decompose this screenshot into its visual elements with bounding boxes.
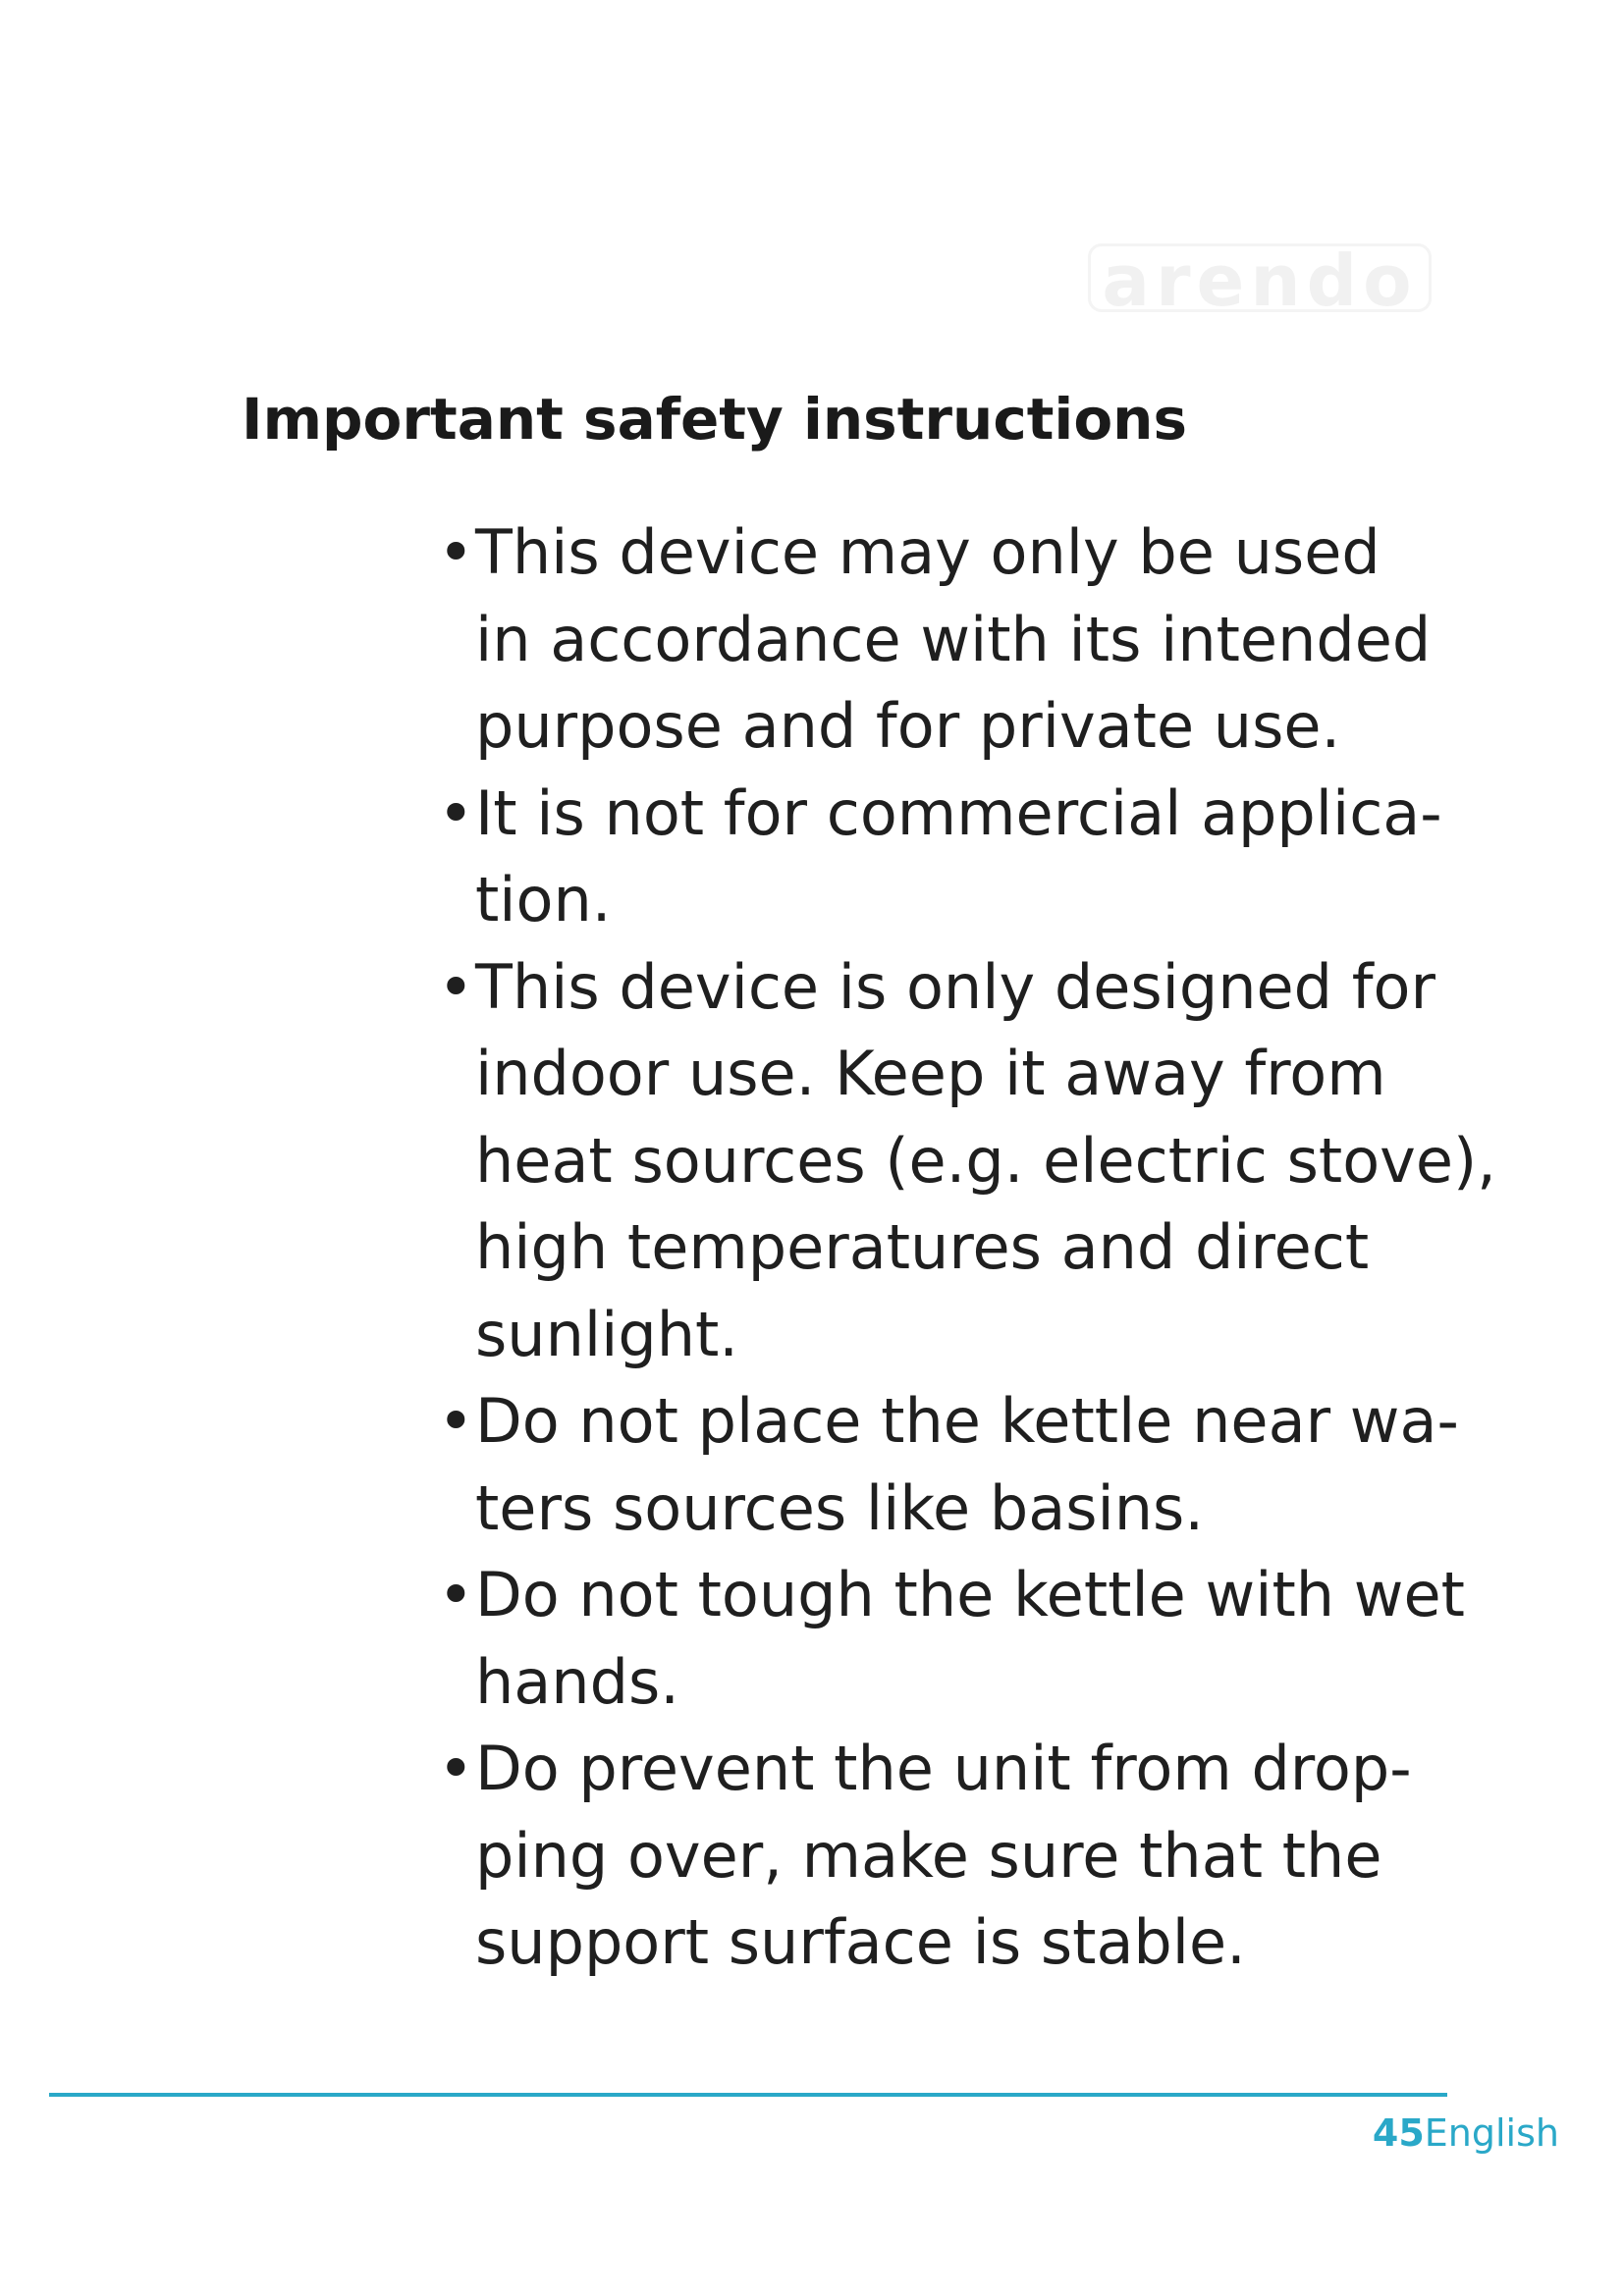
safety-instructions-list [438, 509, 1518, 1987]
list-item [438, 1726, 1518, 1987]
footer-language: English [1424, 2111, 1559, 2155]
list-item-line: purpose and for private use. [475, 690, 1341, 762]
list-item [438, 1552, 1518, 1726]
list-item [438, 1378, 1518, 1552]
list-item-line: ping over, make sure that the [475, 1819, 1382, 1892]
list-item [438, 944, 1518, 1379]
list-item [438, 771, 1518, 944]
brand-logo-watermark: arendo [1088, 243, 1432, 312]
page-footer [1373, 2109, 1559, 2158]
list-item-line: tion. [475, 864, 612, 935]
list-item-line: hands. [475, 1645, 679, 1718]
list-item-line: Do prevent the unit from drop- [475, 1733, 1412, 1804]
footer-divider [49, 2093, 1447, 2097]
bullet-icon: • [438, 516, 474, 588]
bullet-icon: • [438, 776, 474, 849]
list-item-line: This device may only be used [475, 516, 1380, 588]
list-item-line: This device is only designed for [475, 950, 1435, 1023]
page-title: Important safety instructions [242, 386, 1187, 453]
list-item-line: indoor use. Keep it away from [475, 1038, 1386, 1109]
list-item-line: It is not for commercial applica- [475, 776, 1442, 849]
list-item-line: in accordance with its intended [475, 603, 1432, 675]
list-item-line: support surface is stable. [475, 1906, 1246, 1978]
list-item [438, 509, 1518, 771]
list-item-line: sunlight. [475, 1298, 739, 1370]
bullet-icon: • [438, 1733, 474, 1804]
bullet-icon: • [438, 1559, 474, 1630]
bullet-icon: • [438, 1385, 474, 1457]
list-item-line: Do not tough the kettle with wet [475, 1559, 1465, 1630]
list-item-line: ters sources like basins. [475, 1471, 1205, 1544]
bullet-icon: • [438, 950, 474, 1023]
page-number: 45 [1372, 2111, 1425, 2155]
list-item-line: Do not place the kettle near wa- [475, 1385, 1459, 1457]
list-item-line: high temperatures and direct [475, 1211, 1370, 1283]
list-item-line: heat sources (e.g. electric stove), [475, 1124, 1496, 1197]
